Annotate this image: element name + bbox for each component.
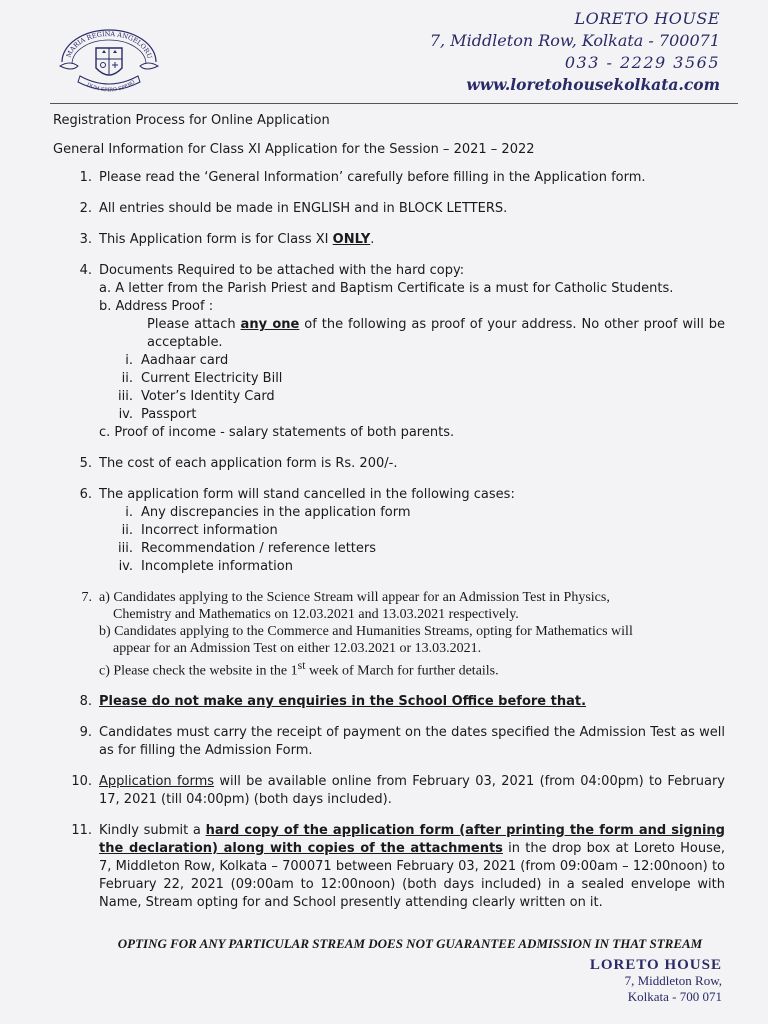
document-body (53, 112, 725, 925)
crest-motto-bottom: DUM SPIRO SPERO (85, 79, 137, 94)
item-text: in the drop box at Loreto House, 7, Middleton Row, Kolkata – 700071 between February 03, 2021 (from 09:00am – 12:00noon) to February 22, 2021 (09:00am to 12:00noon) (both days included) in a sealed envelope with Name, Stream opting for and School presently attending clearly written on it. (99, 840, 725, 910)
roman-item (99, 522, 725, 540)
item-number: 3. (79, 232, 92, 247)
school-name: LORETO HOUSE (574, 9, 720, 28)
header-divider (50, 103, 738, 104)
test-science-cont: Chemistry and Mathematics on 12.03.2021 and 13.03.2021 respectively. (113, 607, 519, 622)
enquiry-warning: Please do not make any enquiries in the School Office before that. (99, 693, 587, 709)
school-address: 7, Middleton Row, Kolkata - 700071 (429, 31, 720, 50)
roman-text: Aadhaar card (141, 353, 229, 368)
list-item (53, 822, 725, 912)
item-text: Documents Required to be attached with the hard copy: (99, 263, 465, 278)
roman-text: Incomplete information (141, 559, 293, 574)
item-text: Candidates must carry the receipt of payment on the dates specified the Admission Test as well as for filling the Admission Form. (99, 724, 725, 758)
sub-item-b: b. Address Proof : (99, 299, 214, 314)
roman-item (99, 406, 725, 424)
item-text: The application form will stand cancelled in the following cases: (99, 487, 515, 502)
item-number: 10. (71, 773, 92, 789)
item-number: 6. (79, 487, 92, 502)
note-text: c) Please check the website in the 1 (99, 663, 298, 679)
emphasis-any-one: any one (240, 317, 300, 332)
school-website: www.loretohousekolkata.com (466, 75, 720, 94)
roman-number: iv. (118, 407, 133, 422)
item-number: 11. (71, 822, 92, 838)
roman-number: iv. (118, 559, 133, 574)
list-item (53, 693, 725, 711)
item-text: Please read the ‘General Information’ carefully before filling in the Application form. (99, 170, 646, 185)
roman-text: Recommendation / reference letters (141, 541, 377, 556)
list-item (53, 169, 725, 187)
note-text: of the following as proof of your address. No other proof will be acceptable. (147, 317, 725, 350)
sub-item-a: a. A letter from the Parish Priest and Baptism Certificate is a must for Catholic Students. (99, 281, 674, 296)
document-subtitle: General Information for Class XI Application for the Session – 2021 – 2022 (53, 142, 535, 157)
item-text: All entries should be made in ENGLISH and in BLOCK LETTERS. (99, 201, 508, 216)
stamp-line: 7, Middleton Row, (624, 973, 722, 988)
crest-motto-top: MARIA REGINA ANGELORU (64, 29, 154, 60)
roman-number: iii. (118, 389, 133, 404)
item-number: 5. (79, 456, 92, 471)
item-text: Kindly submit a (99, 822, 206, 838)
item-text: The cost of each application form is Rs. 200/-. (99, 456, 398, 471)
test-website-note (99, 657, 725, 680)
list-item (53, 773, 725, 809)
roman-text: Passport (141, 407, 197, 422)
item-number: 8. (79, 693, 92, 709)
item-number: 1. (79, 170, 92, 185)
roman-text: Current Electricity Bill (141, 371, 283, 386)
roman-text: Any discrepancies in the application form (141, 505, 411, 520)
test-commerce: b) Candidates applying to the Commerce and Humanities Streams, opting for Mathematics will (99, 624, 633, 639)
roman-item (99, 388, 725, 406)
list-item (53, 724, 725, 760)
stamp-name: LORETO HOUSE (589, 957, 722, 973)
item-number: 9. (79, 724, 92, 740)
ordinal-suffix: st (297, 659, 306, 672)
roman-number: ii. (121, 523, 133, 538)
instructions-list (53, 169, 725, 912)
roman-number: ii. (121, 371, 133, 386)
list-item (53, 231, 725, 249)
item-number: 4. (79, 263, 92, 278)
roman-item (99, 540, 725, 558)
list-item (53, 262, 725, 442)
roman-text: Incorrect information (141, 523, 278, 538)
item-number: 7. (81, 590, 92, 605)
roman-item (99, 352, 725, 370)
emphasis-only: ONLY (332, 232, 371, 247)
note-text: week of March for further details. (305, 663, 499, 679)
item-number: 2. (79, 201, 92, 216)
list-item (53, 589, 725, 680)
roman-number: iii. (118, 541, 133, 556)
sub-item-c: c. Proof of income - salary statements of both parents. (99, 425, 455, 440)
list-item (53, 486, 725, 576)
roman-item (99, 370, 725, 388)
roman-text: Voter’s Identity Card (141, 389, 275, 404)
test-commerce-cont: appear for an Admission Test on either 12.03.2021 or 13.03.2021. (113, 641, 482, 656)
list-item (53, 200, 725, 218)
school-stamp (590, 957, 722, 1005)
school-phone: 033 - 2229 3565 (564, 53, 720, 72)
stamp-line: Kolkata - 700 071 (627, 989, 722, 1004)
item-text: This Application form is for Class XI (99, 232, 333, 247)
roman-item (99, 504, 725, 522)
roman-item (99, 558, 725, 576)
document-title: Registration Process for Online Application (53, 113, 330, 128)
letterhead (430, 8, 720, 96)
school-crest-logo (56, 26, 162, 96)
roman-number: i. (125, 353, 133, 368)
address-proof-note (99, 316, 725, 352)
roman-number: i. (125, 505, 133, 520)
emphasis-hard-copy: hard copy of the application form (after printing the form and signing the declaration) along with copies of the attachments (99, 822, 725, 856)
item-text: . (370, 232, 375, 247)
list-item (53, 455, 725, 473)
emphasis-application-forms: Application forms (99, 773, 215, 789)
footer-disclaimer: OPTING FOR ANY PARTICULAR STREAM DOES NOT GUARANTEE ADMISSION IN THAT STREAM (117, 936, 703, 951)
test-science: a) Candidates applying to the Science Stream will appear for an Admission Test in Physics, (99, 590, 610, 605)
note-text: Please attach (147, 317, 241, 332)
item-text: will be available online from February 03, 2021 (from 04:00pm) to February 17, 2021 (till 04:00pm) (both days included). (99, 773, 725, 807)
